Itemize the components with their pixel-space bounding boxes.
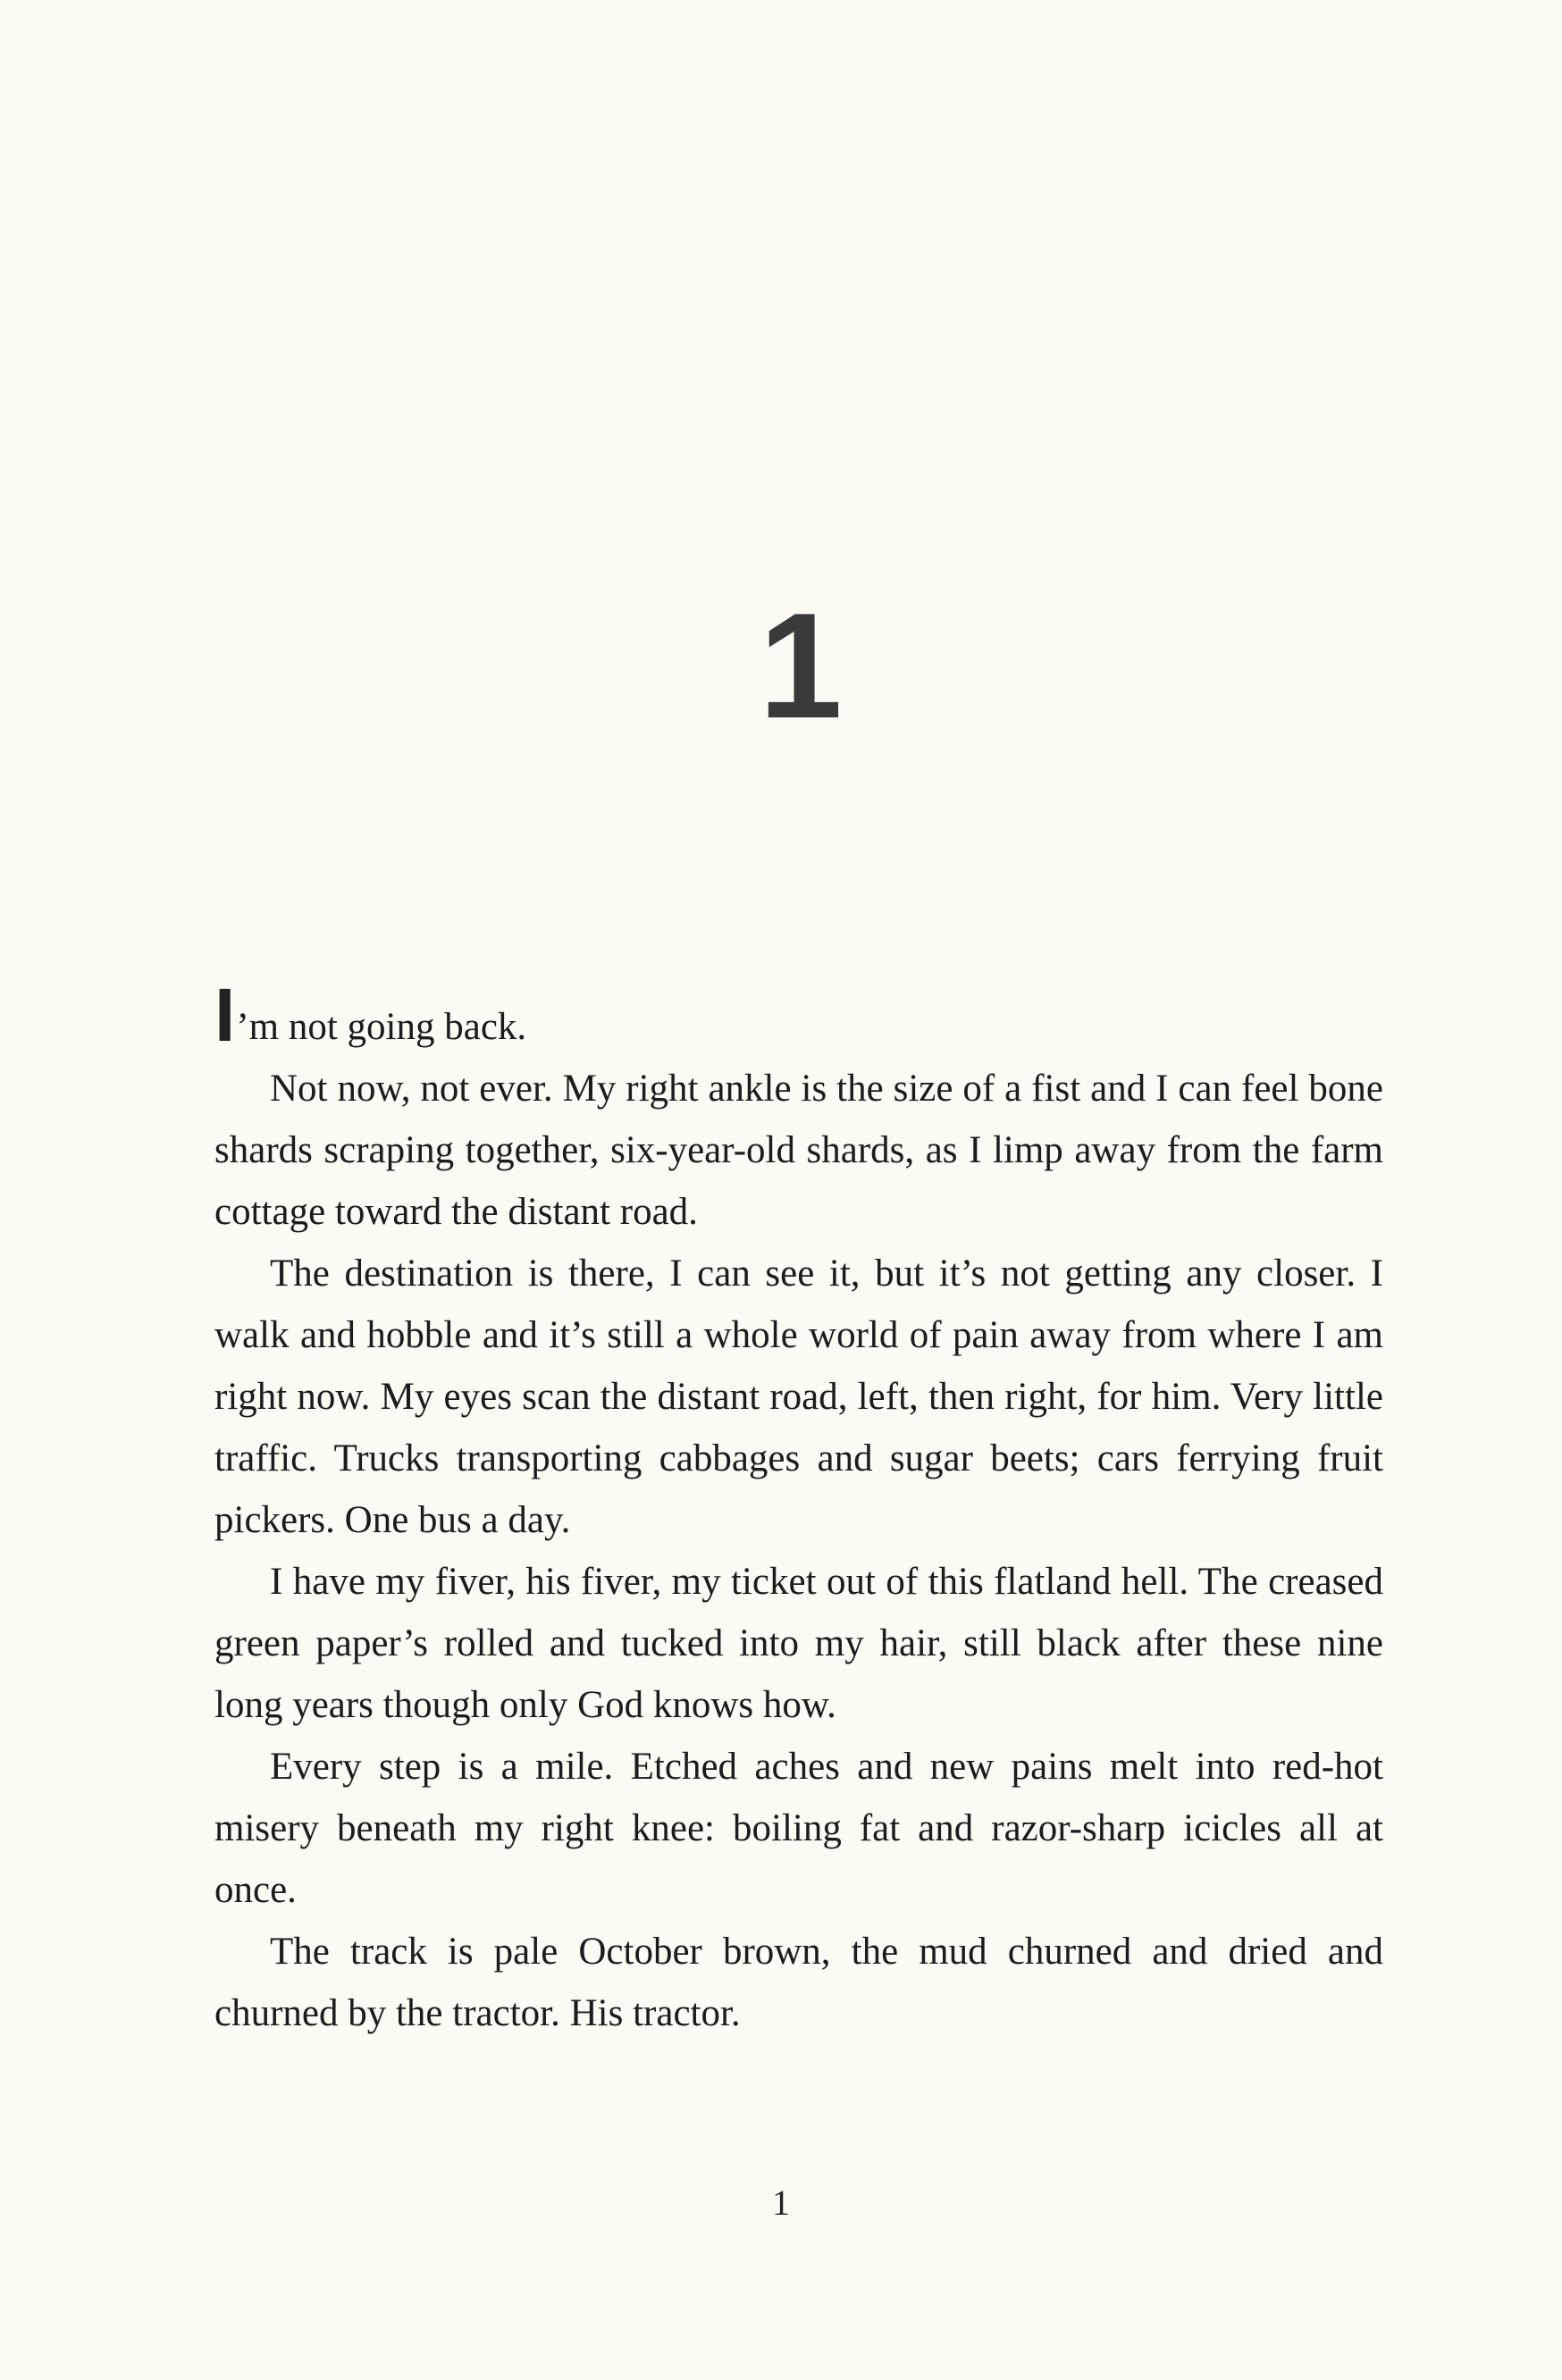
- paragraph: The destination is there, I can see it, but it’s not getting any closer. I walk and hobble and it’s still a whole world of pain away from where I am right now. My eyes scan the distant road, left, then right, for him. Very little traffic. Trucks transporting cabbages and sugar beets; cars ferrying fruit pickers. One bus a day.: [214, 1253, 1383, 1541]
- paragraph: The track is pale October brown, the mud churned and dried and churned by the tractor. His tractor.: [214, 1931, 1383, 2034]
- opening-line-text: ’m not going back.: [236, 1006, 527, 1048]
- drop-initial: I: [214, 973, 236, 1057]
- chapter-number: 1: [759, 582, 839, 750]
- paragraph: I have my fiver, his fiver, my ticket out of this flatland hell. The creased green paper’s rolled and tucked into my hair, still black after these nine long years though only God knows how.: [214, 1561, 1383, 1726]
- paragraph: Every step is a mile. Etched aches and new pains melt into red-hot misery beneath my right knee: boiling fat and razor-sharp icicles all at once.: [214, 1746, 1383, 1911]
- paragraph: Not now, not ever. My right ankle is the size of a fist and I can feel bone shards scraping together, six-year-old shards, as I limp away from the farm cottage toward the distant road.: [214, 1068, 1383, 1233]
- page-number: 1: [772, 2183, 790, 2223]
- opening-paragraph: [214, 973, 1383, 1058]
- chapter-body: [214, 973, 1383, 2044]
